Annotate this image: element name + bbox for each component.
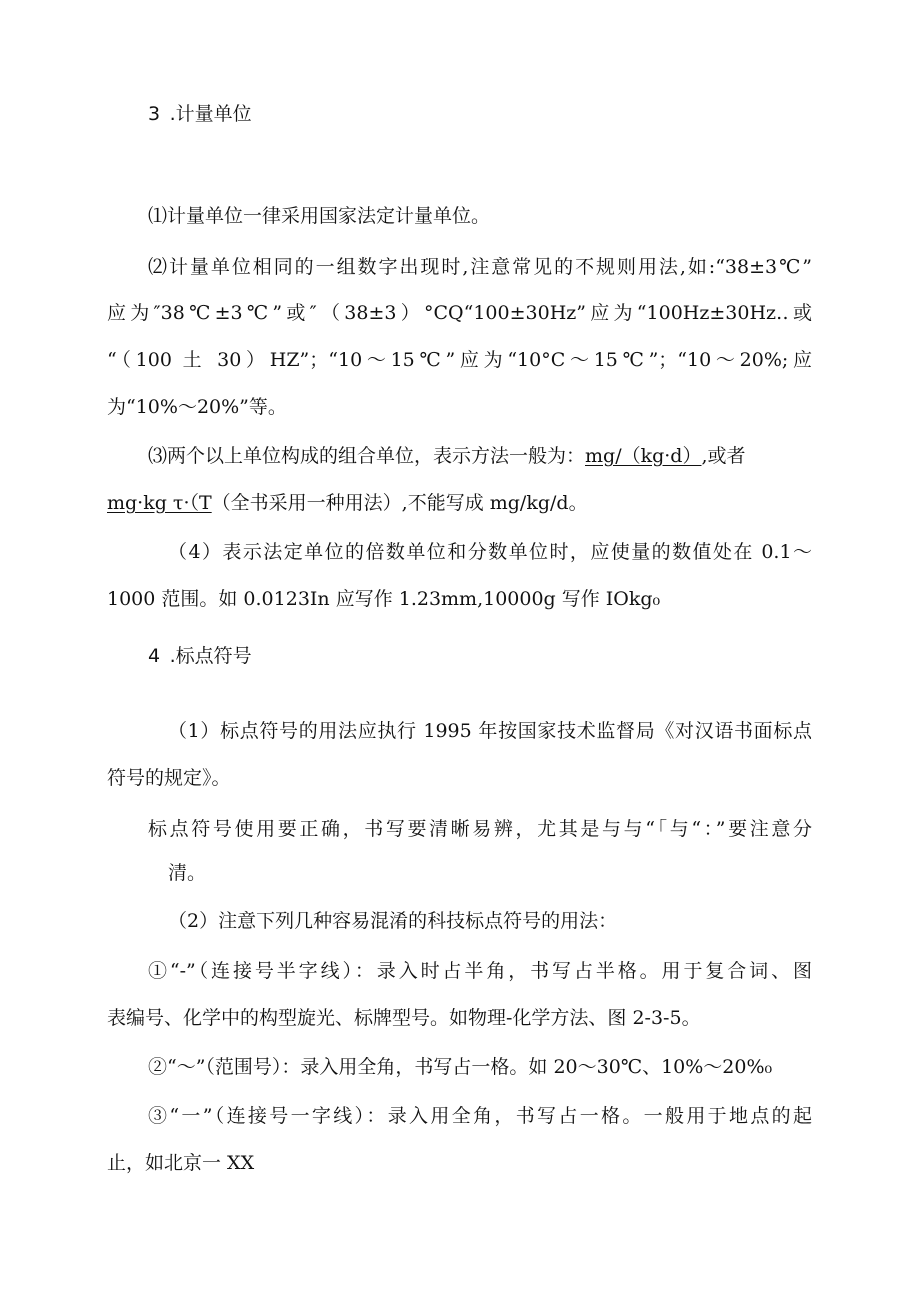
- section-3-item-4-line-2: 1000 范围。如 0.0123In 应写作 1.23mm,10000g 写作 IOkg₀: [107, 588, 661, 610]
- section-4-note-line-2: 清。: [168, 862, 207, 884]
- section-3-item-2-line-1: ⑵计量单位相同的一组数字出现时,注意常见的不规则用法,如:“38±3℃”: [148, 256, 812, 278]
- item-3-text: ⑶两个以上单位构成的组合单位，表示方法一般为：: [148, 445, 586, 467]
- range-rule: ②“～”（范围号）：录入用全角，书写占一格。如 20～30℃、10%～20%₀: [148, 1056, 773, 1078]
- section-4-item-1-line-1: （1）标点符号的用法应执行 1995 年按国家技术监督局《对汉语书面标点: [168, 720, 812, 742]
- unit-mg-kg: mg·kg τ·（T: [107, 492, 212, 514]
- section-3-item-2-line-3: “（100 土 30）HZ”；“10～15℃”应为“10°C～15℃”；“10～20%;应: [107, 349, 812, 371]
- section-4-item-1-line-2: 符号的规定》。: [107, 767, 231, 789]
- section-4-heading: 4 .标点符号: [148, 645, 252, 667]
- section-3-item-2-line-2: 应为″38℃±3℃”或″（38±3）°CQ“100±30Hz”应为“100Hz±30Hz‥或: [107, 302, 812, 324]
- section-4-note-line-1: 标点符号使用要正确，书写要清晰易辨，尤其是与与“「与“：”要注意分: [148, 818, 812, 840]
- section-3-item-4-line-1: （4）表示法定单位的倍数单位和分数单位时，应使量的数值处在 0.1～: [168, 541, 812, 563]
- section-3-item-2-line-4: 为“10%～20%”等。: [107, 396, 287, 418]
- section-3-item-1: ⑴计量单位一律采用国家法定计量单位。: [148, 205, 491, 227]
- unit-mg-per-kg-d: mg/（kg·d）: [585, 445, 702, 467]
- item-3-text-line-2: （全书采用一种用法）,不能写成 mg/kg/d。: [211, 492, 588, 514]
- section-3-item-3-line-1: [148, 444, 746, 468]
- section-3-item-3-line-2: [107, 491, 588, 515]
- dash-rule-line-2: 止，如北京一 XX: [107, 1152, 255, 1174]
- section-4-item-2: （2）注意下列几种容易混淆的科技标点符号的用法：: [168, 910, 618, 932]
- hyphen-rule-line-1: ①“-”（连接号半字线）：录入时占半角，书写占半格。用于复合词、图: [148, 960, 812, 982]
- section-3-heading: 3 .计量单位: [148, 103, 252, 125]
- hyphen-rule-line-2: 表编号、化学中的构型旋光、标牌型号。如物理-化学方法、图 2-3-5。: [107, 1007, 701, 1029]
- dash-rule-line-1: ③“一”（连接号一字线）：录入用全角，书写占一格。一般用于地点的起: [148, 1105, 812, 1127]
- item-3-text-tail: ,或者: [701, 445, 746, 467]
